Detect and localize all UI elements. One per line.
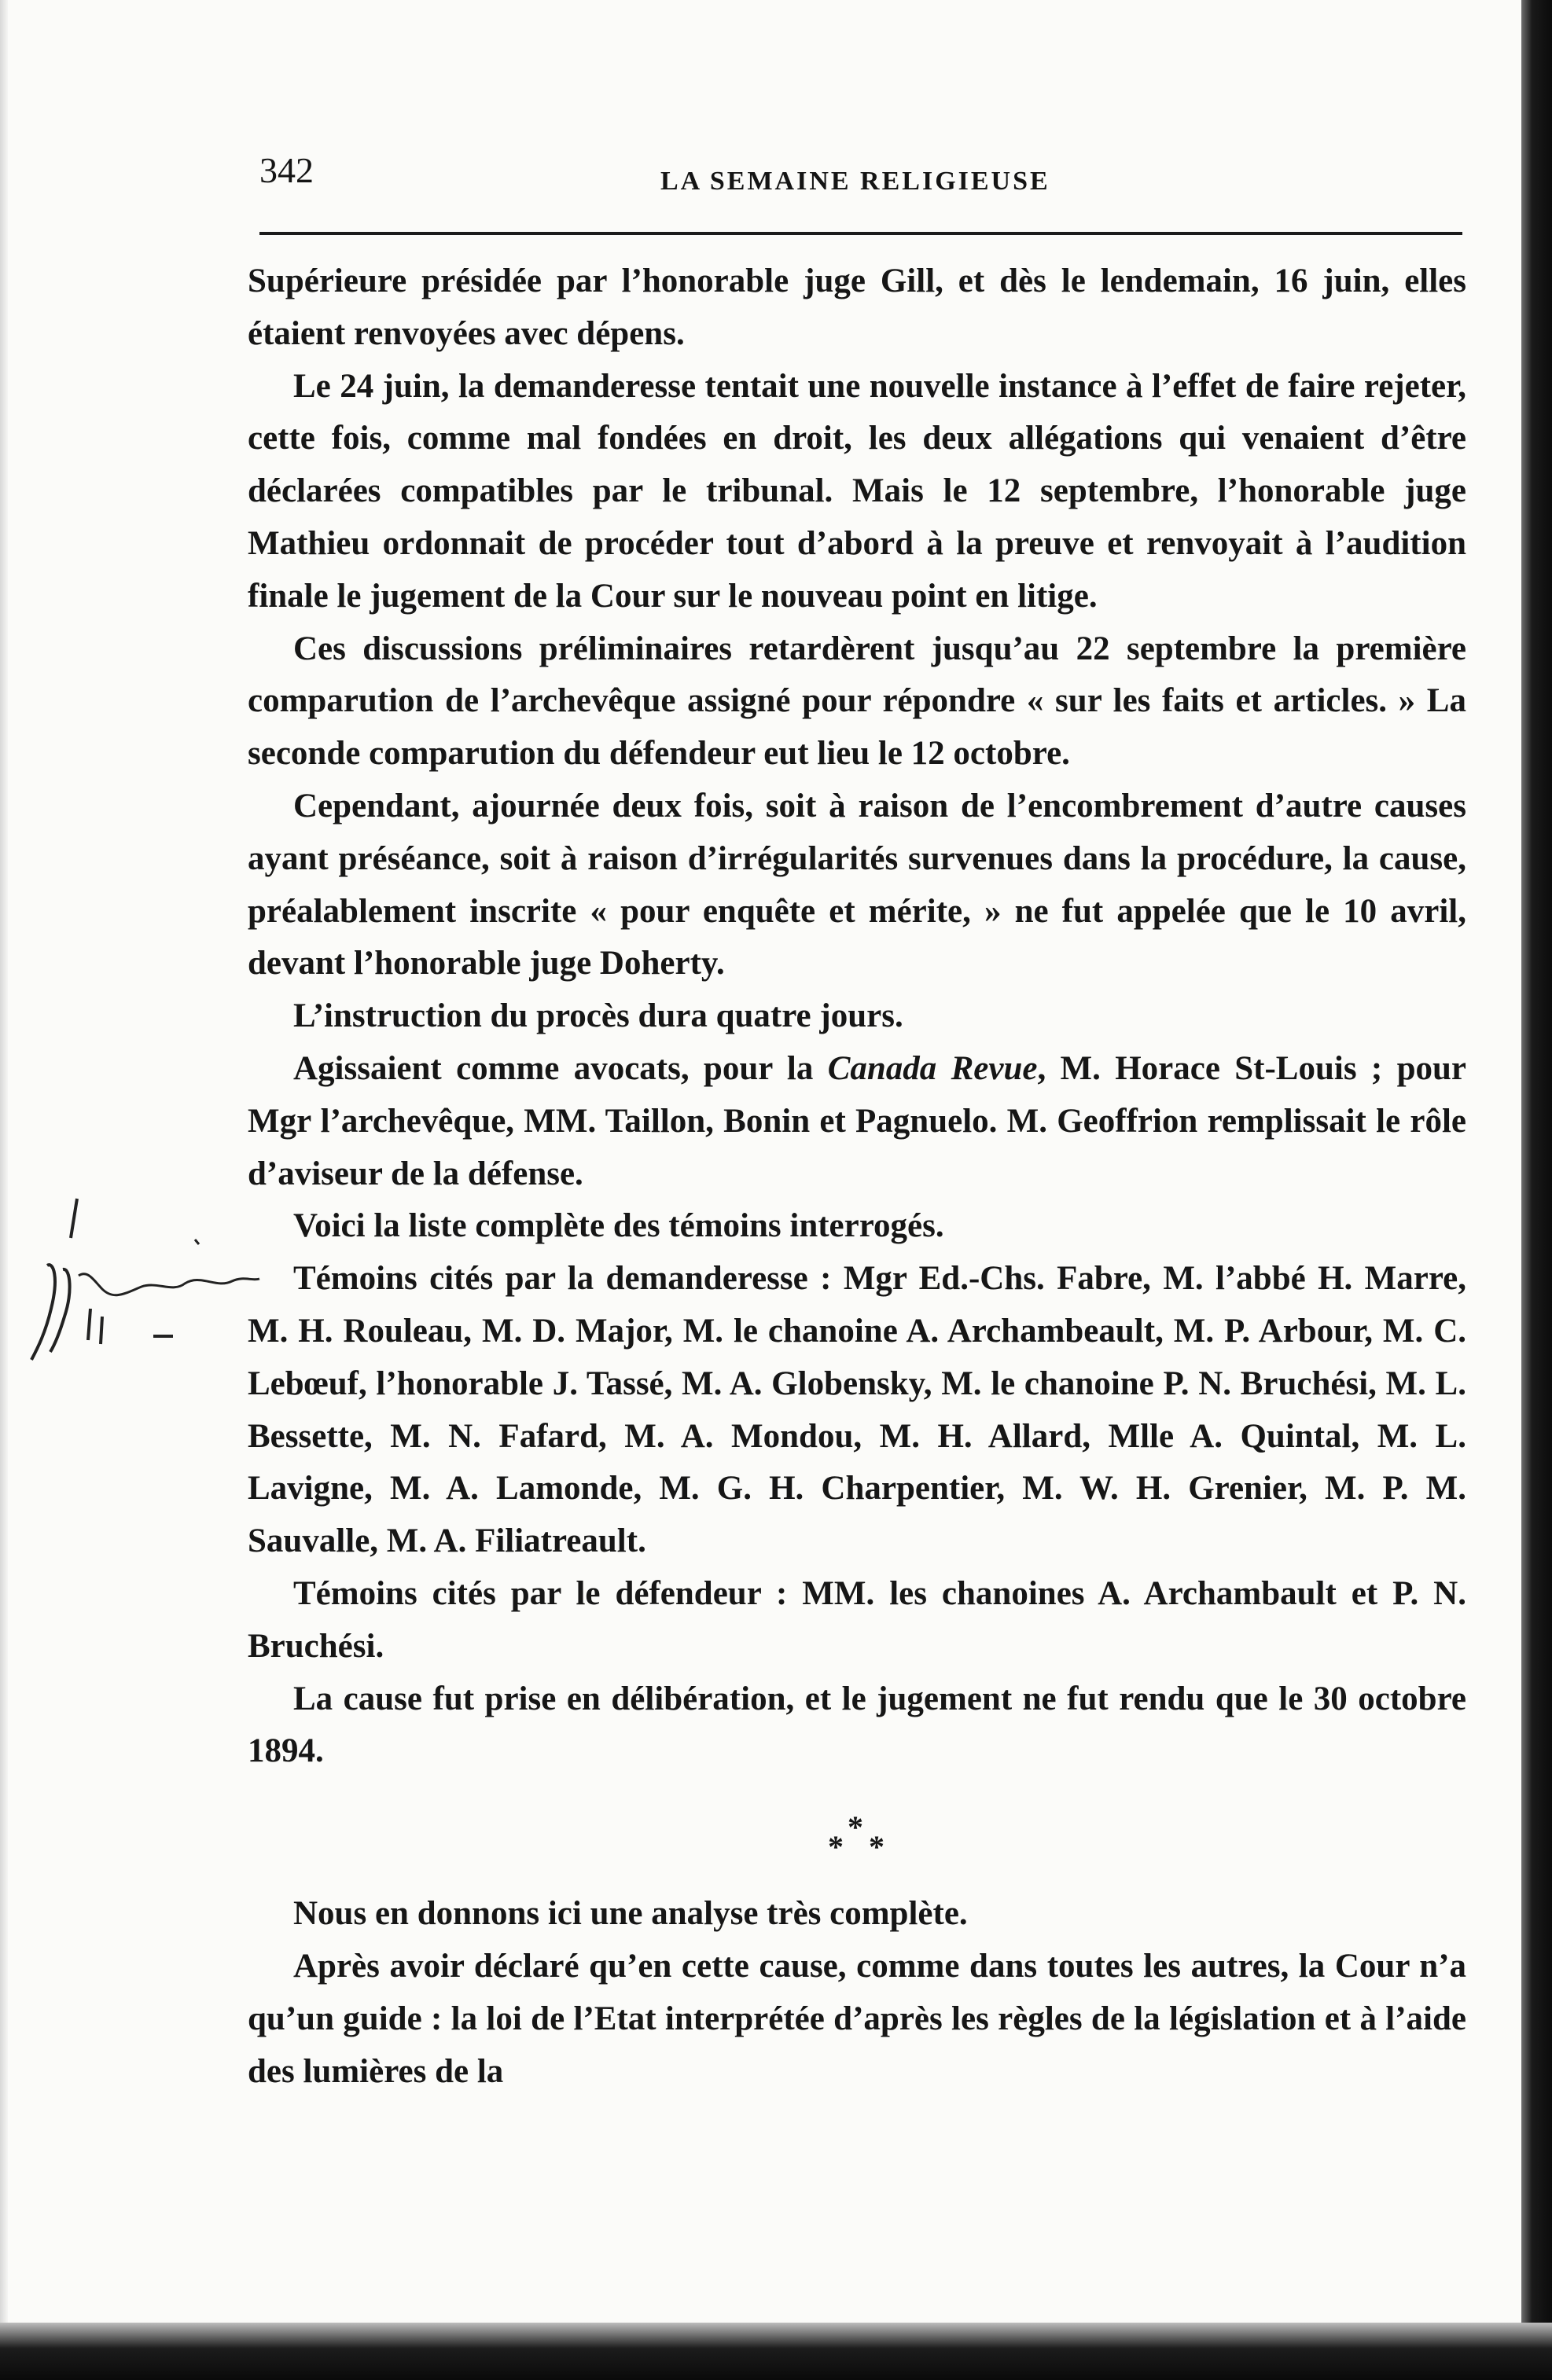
header-rule — [259, 232, 1462, 235]
asterism-star: * — [848, 1809, 863, 1846]
paragraph: Cependant, ajournée deux fois, soit à raison de l’encombrement d’autre causes ayant préséance, soit à raison d’irrégularités survenues dans la procédure, la cause, préalablement inscrite « pour enquête et mérite, » ne fut appelée que le 10 avril, devant l’honorable juge Doherty. — [248, 787, 1466, 982]
paragraph: Nous en donnons ici une analyse très complète. — [293, 1895, 968, 1933]
text-run: Agissaient comme avocats, pour la — [293, 1049, 828, 1087]
paragraph: Témoins cités par la demanderesse : Mgr Ed.-Chs. Fabre, M. l’abbé H. Marre, M. H. Rouleau, M. D. Major, M. le chanoine A. Archambeault, M. P. Arbour, M. C. Lebœuf, l’honorable J. Tassé, M. A. Globensky, M. le chanoine P. N. Bruchési, M. L. Bessette, M. N. Fafard, M. A. Mondou, M. H. Allard, Mlle A. Quintal, M. L. Lavigne, M. A. Lamonde, M. G. H. Charpentier, M. W. H. Grenier, M. P. M. Sauvalle, M. A. Filiatreault. — [248, 1260, 1466, 1560]
paragraph: Le 24 juin, la demanderesse tentait une nouvelle instance à l’effet de faire rejeter, cette fois, comme mal fondées en droit, les deux allégations qui venaient d’être déclarées compatibles par le tribunal. Mais le 12 septembre, l’honorable juge Mathieu ordonnait de procéder tout d’abord à la preuve et renvoyait à l’audition finale le jugement de la Cour sur le nouveau point en litige. — [248, 367, 1466, 615]
page-header — [259, 149, 1462, 204]
running-head: LA SEMAINE RELIGIEUSE — [660, 167, 1050, 196]
paragraph: Voici la liste complète des témoins interrogés. — [293, 1207, 944, 1245]
paragraph: L’instruction du procès dura quatre jours. — [293, 997, 903, 1035]
paragraph: La cause fut prise en délibération, et le jugement ne fut rendu que le 30 octobre 1894. — [248, 1680, 1466, 1770]
paragraph: Témoins cités par le défendeur : MM. les chanoines A. Archambault et P. N. Bruchési. — [248, 1574, 1466, 1665]
text-run: , M. Horace St-Louis ; pour Mgr l’archevêque, MM. Taillon, Bonin et Pagnuelo. M. Geoffrion remplissait le rôle d’aviseur de la défense. — [248, 1049, 1466, 1192]
page-number: 342 — [259, 150, 314, 190]
page-left-edge — [0, 0, 8, 2380]
page-bottom-edge — [0, 2323, 1552, 2380]
paragraph-lawyers — [248, 1043, 1466, 1200]
publication-title: Canada Revue — [827, 1049, 1038, 1087]
paragraph: Après avoir déclaré qu’en cette cause, comme dans toutes les autres, la Cour n’a qu’un guide : la loi de l’Etat interprétée d’après les règles de la législation et à l’aide des lumières de la — [248, 1947, 1466, 2090]
paragraph: Ces discussions préliminaires retardèrent jusqu’au 22 septembre la première comparution de l’archevêque assigné pour répondre « sur les faits et articles. » La seconde comparution du défendeur eut lieu le 12 octobre. — [248, 630, 1466, 773]
body-text — [248, 255, 1466, 2098]
paragraph: Supérieure présidée par l’honorable juge Gill, et dès le lendemain, 16 juin, elles étaient renvoyées avec dépens. — [248, 263, 1466, 352]
handwritten-annotation — [16, 1183, 275, 1364]
asterism — [248, 1778, 1466, 1888]
page-right-edge — [1521, 0, 1552, 2380]
asterism-star: * — [828, 1829, 844, 1865]
asterism-star: * — [869, 1829, 884, 1865]
